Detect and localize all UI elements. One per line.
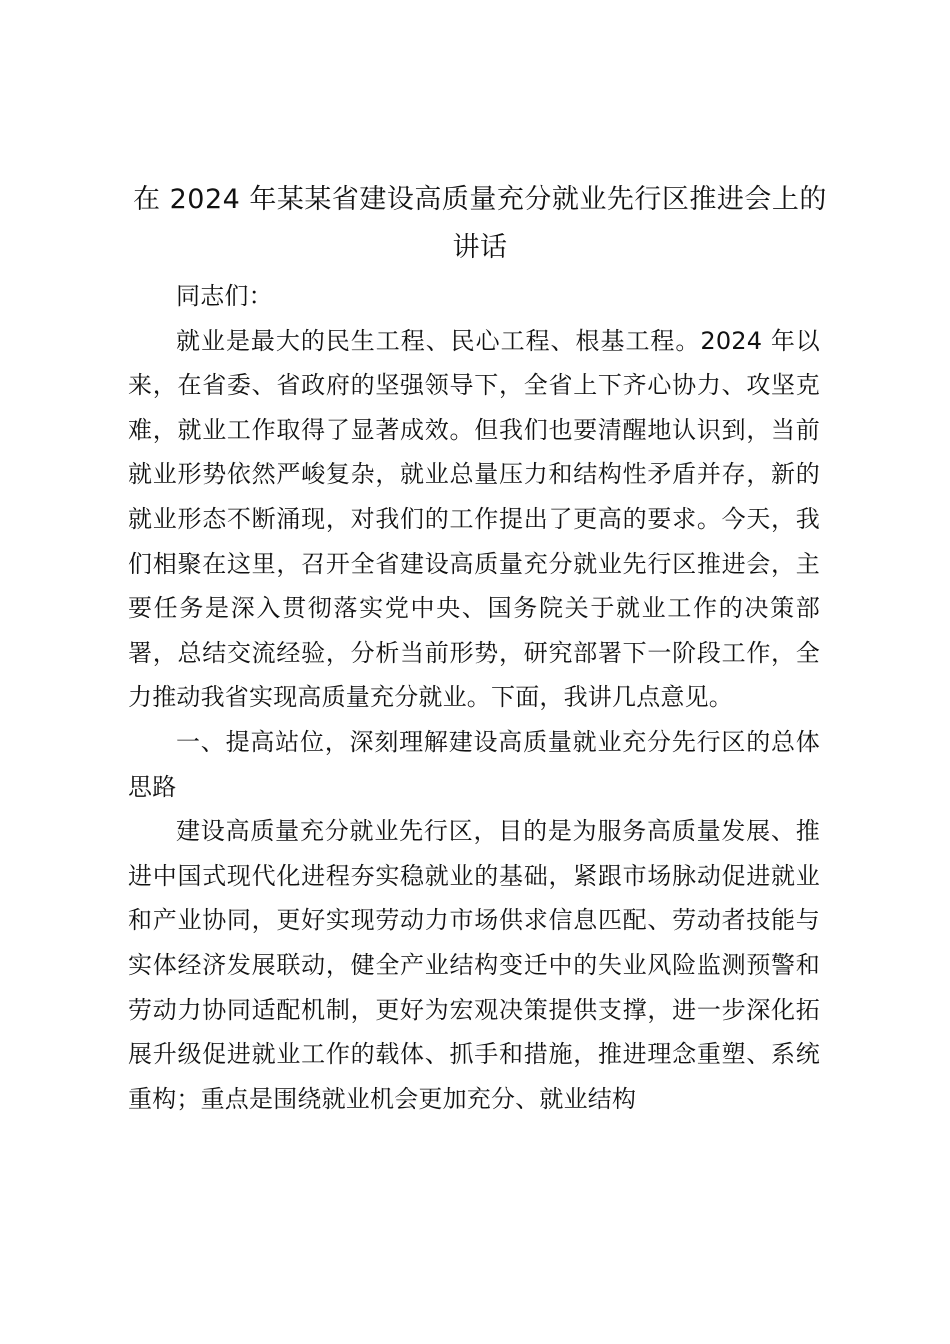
- section-heading-1: 一、提高站位，深刻理解建设高质量就业充分先行区的总体思路: [128, 727, 820, 801]
- document-body: [128, 274, 820, 1121]
- paragraph-section-1: 建设高质量充分就业先行区，目的是为服务高质量发展、推进中国式现代化进程夯实稳就业的基础，紧跟市场脉动促进就业和产业协同，更好实现劳动力市场供求信息匹配、劳动者技能与实体经济发展联动，健全产业结构变迁中的失业风险监测预警和劳动力协同适配机制，更好为宏观决策提供支撑，进一步深化拓展升级促进就业工作的载体、抓手和措施，推进理念重塑、系统重构；重点是围绕就业机会更加充分、就业结构: [128, 817, 820, 1113]
- salutation: 同志们：: [176, 282, 273, 310]
- document-title: 在 2024 年某某省建设高质量充分就业先行区推进会上的讲话: [133, 184, 827, 263]
- paragraph-intro: 就业是最大的民生工程、民心工程、根基工程。2024 年以来，在省委、省政府的坚强领导下，全省上下齐心协力、攻坚克难，就业工作取得了显著成效。但我们也要清醒地认识到，当前就业形势依然严峻复杂，就业总量压力和结构性矛盾并存，新的就业形态不断涌现，对我们的工作提出了更高的要求。今天，我们相聚在这里，召开全省建设高质量充分就业先行区推进会，主要任务是深入贯彻落实党中央、国务院关于就业工作的决策部署，总结交流经验，分析当前形势，研究部署下一阶段工作，全力推动我省实现高质量充分就业。下面，我讲几点意见。: [128, 326, 820, 712]
